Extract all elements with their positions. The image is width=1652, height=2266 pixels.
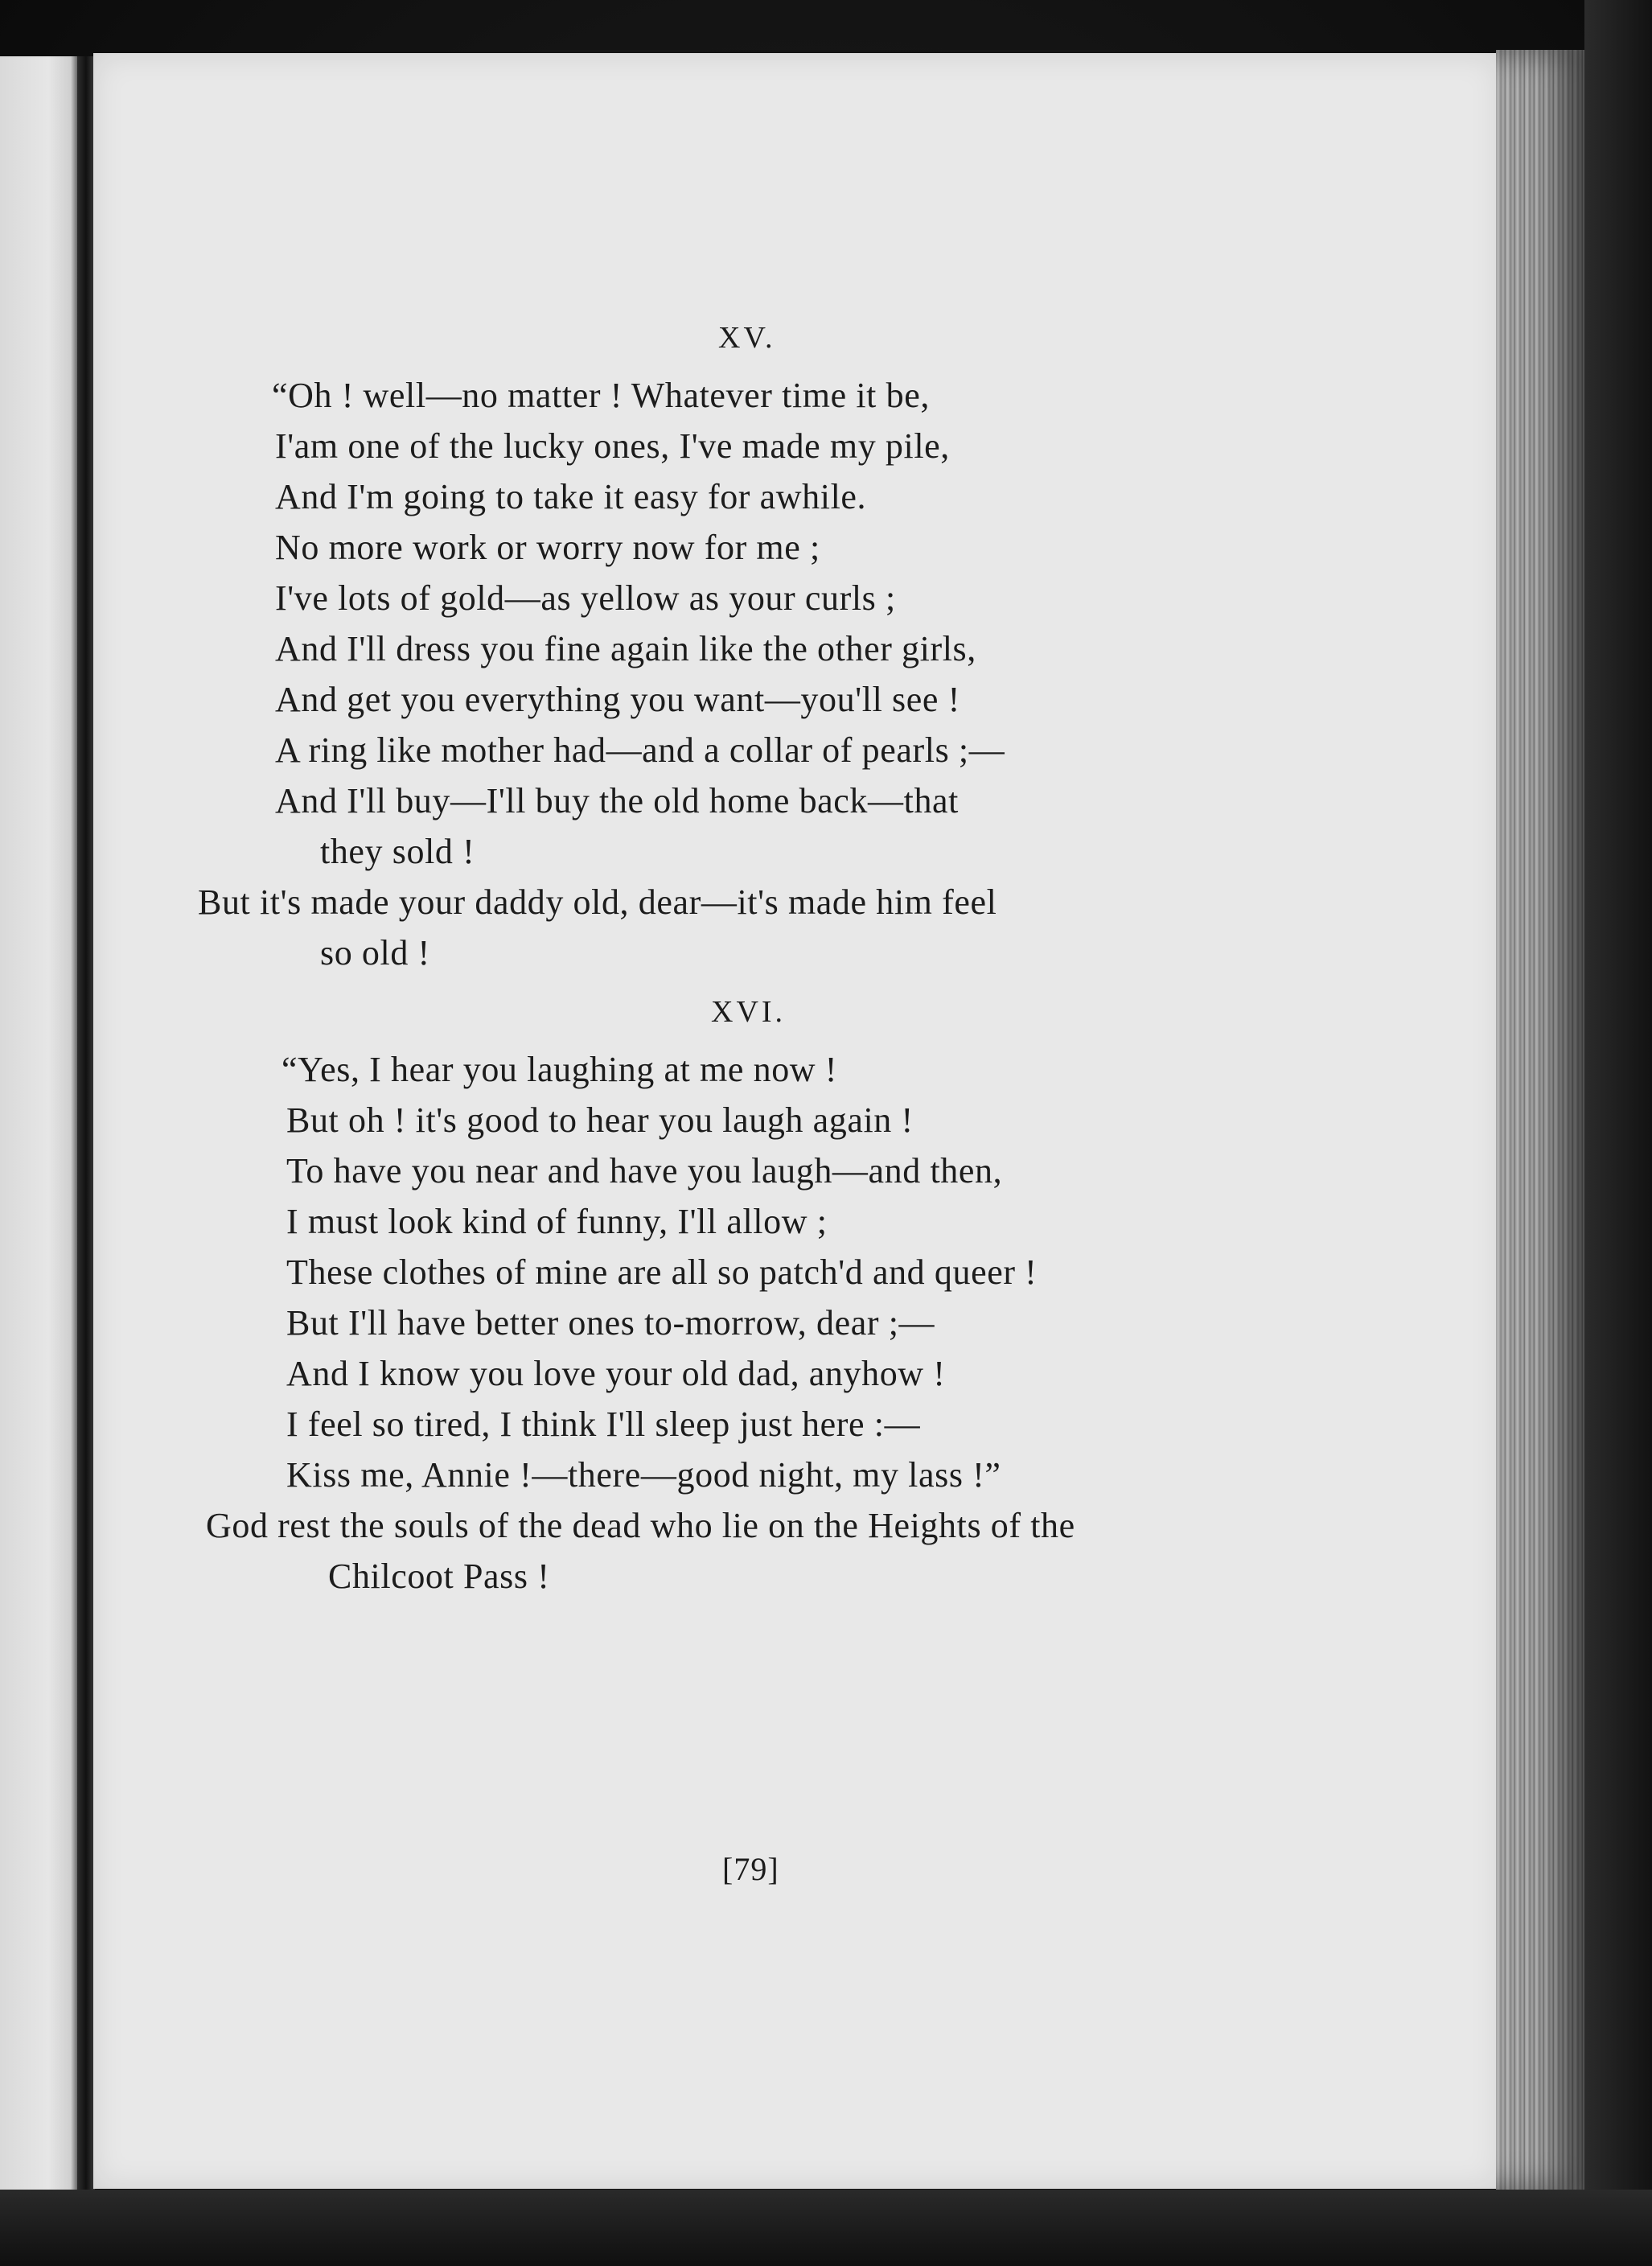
poem-line: Kiss me, Annie !—there—good night, my lass !” (286, 1455, 1001, 1495)
poem-line: I'am one of the lucky ones, I've made my pile, (275, 426, 950, 466)
poem-line: so old ! (320, 933, 430, 973)
page-number: [79] (722, 1851, 779, 1887)
scanner-border-right (1584, 0, 1652, 2266)
page-stack-edge (1496, 50, 1584, 2190)
poem-line: I must look kind of funny, I'll allow ; (286, 1202, 828, 1241)
poem-line: A ring like mother had—and a collar of pearls ;— (275, 730, 1005, 770)
poem-line: I've lots of gold—as yellow as your curls ; (275, 578, 896, 618)
poem-line: And I'll buy—I'll buy the old home back—that (275, 781, 960, 820)
poem-line: And I'm going to take it easy for awhile. (275, 477, 867, 516)
poem-line: And get you everything you want—you'll see ! (275, 680, 960, 719)
poem-line: God rest the souls of the dead who lie on the Heights of the (206, 1506, 1075, 1545)
scanner-border-bottom (0, 2190, 1652, 2266)
poem-line: “Yes, I hear you laughing at me now ! (281, 1050, 838, 1089)
poem-line: But oh ! it's good to hear you laugh again ! (286, 1100, 914, 1140)
poem-line: But it's made your daddy old, dear—it's made him feel (198, 882, 997, 922)
stanza-heading-15: XV. (718, 321, 776, 355)
stanza-heading-16: XVI. (711, 995, 787, 1029)
poem-line: And I know you love your old dad, anyhow ! (286, 1354, 946, 1393)
poem-line: they sold ! (320, 832, 475, 871)
previous-page-edge (0, 56, 80, 2220)
poem-line: “Oh ! well—no matter ! Whatever time it be, (272, 376, 930, 415)
poem-line: These clothes of mine are all so patch'd and queer ! (286, 1252, 1038, 1292)
poem-line: To have you near and have you laugh—and then, (286, 1151, 1003, 1191)
poem-line: I feel so tired, I think I'll sleep just here :— (286, 1404, 921, 1444)
poem-line: But I'll have better ones to-morrow, dear ;— (286, 1303, 935, 1343)
poem-line: Chilcoot Pass ! (328, 1557, 550, 1596)
book-gutter (77, 56, 95, 2220)
poem-line: No more work or worry now for me ; (275, 528, 820, 567)
poem-line: And I'll dress you fine again like the other girls, (275, 629, 976, 668)
